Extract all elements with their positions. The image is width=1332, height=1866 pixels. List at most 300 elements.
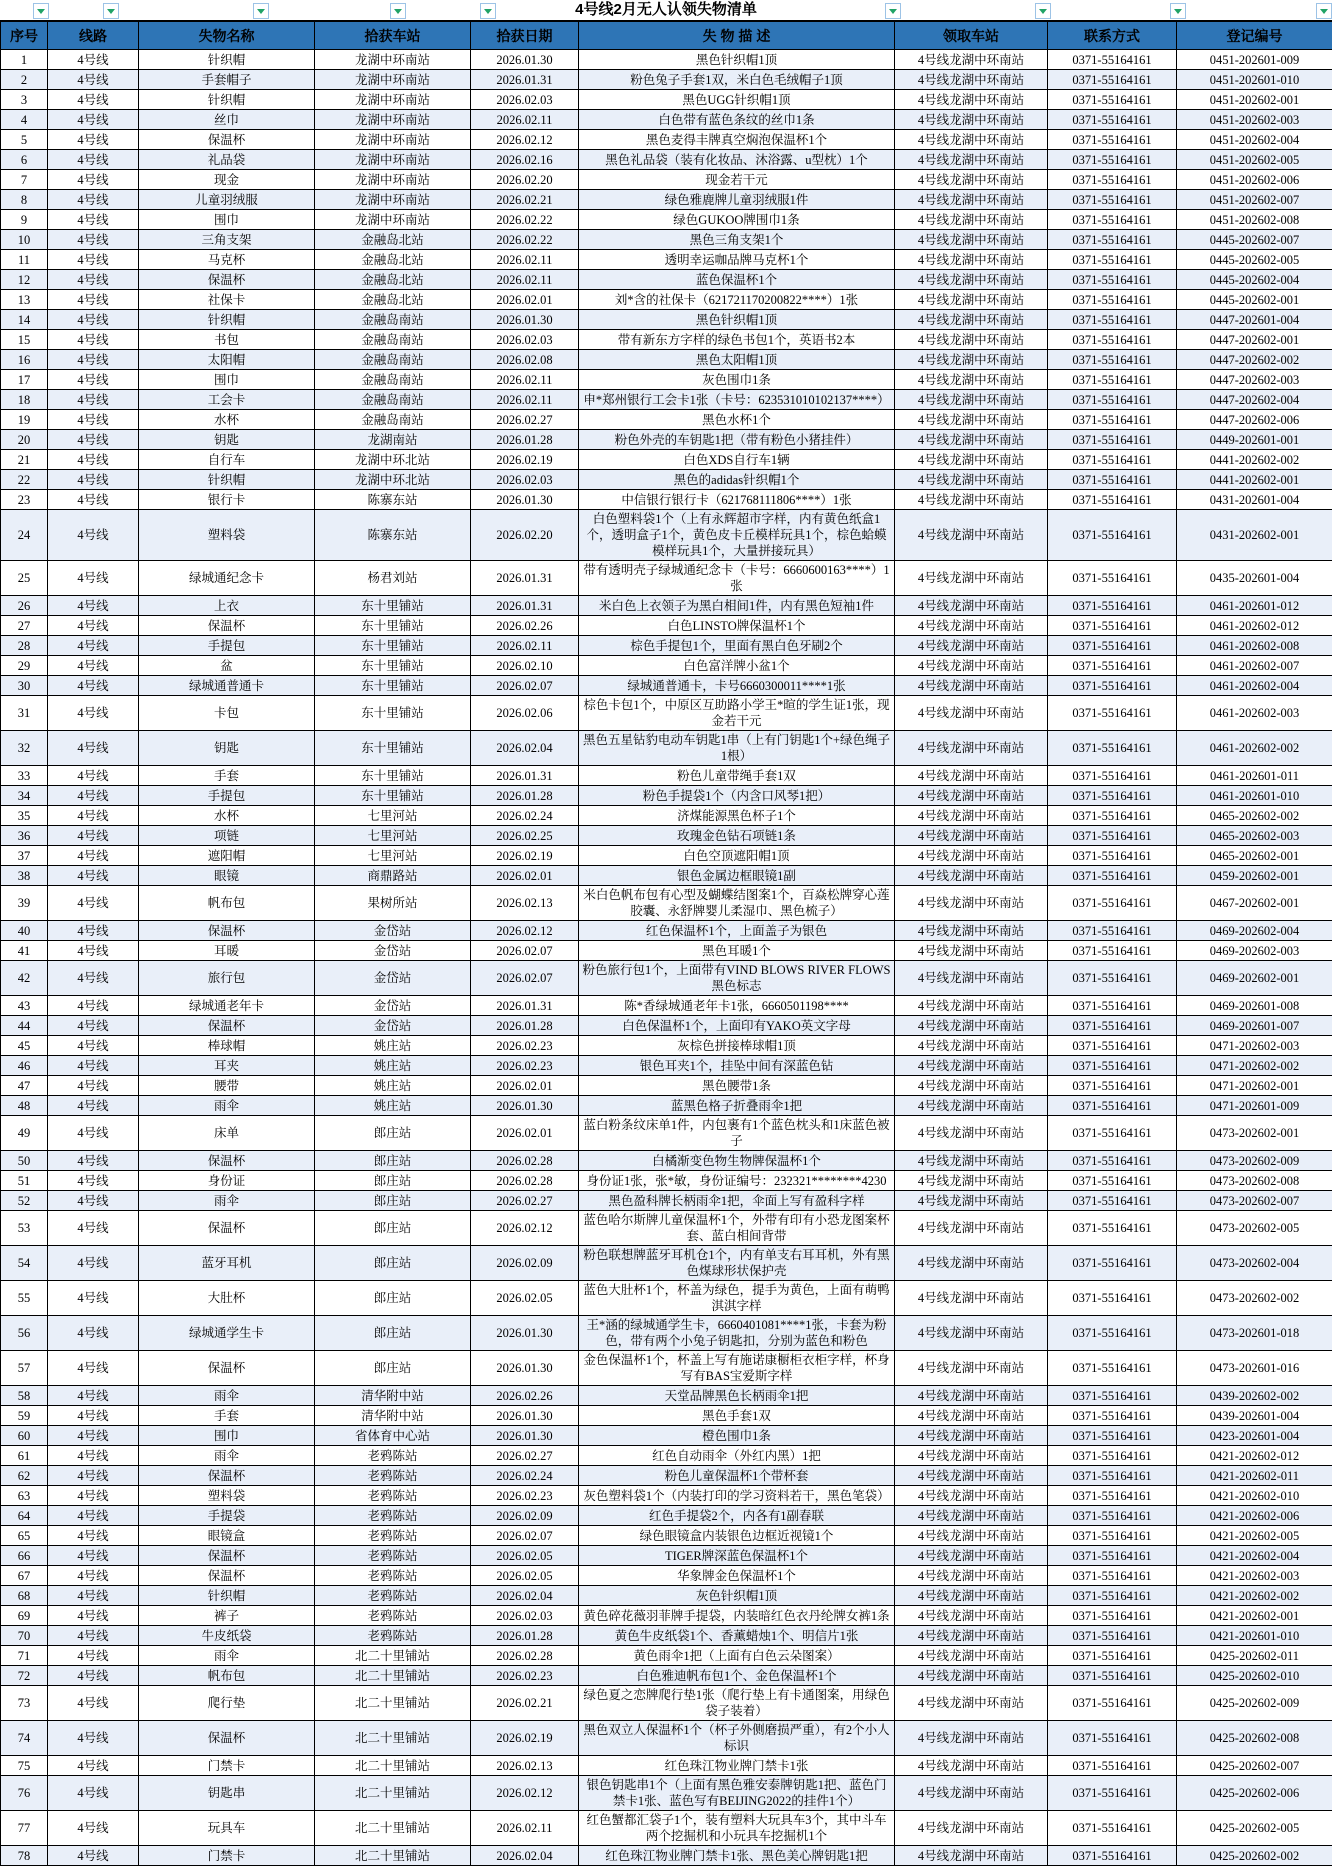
cell[interactable]: 郎庄站 [315, 1281, 471, 1316]
cell[interactable]: 4号线龙湖中环南站 [895, 1811, 1048, 1846]
cell[interactable]: 0371-55164161 [1048, 1151, 1177, 1171]
cell[interactable]: 4号线龙湖中环南站 [895, 1506, 1048, 1526]
cell[interactable]: 4号线 [48, 210, 139, 230]
cell[interactable]: 帆布包 [139, 886, 315, 921]
cell[interactable]: 72 [1, 1666, 48, 1686]
cell[interactable]: 2026.02.12 [471, 1776, 579, 1811]
cell[interactable]: 4号线龙湖中环南站 [895, 1096, 1048, 1116]
cell[interactable]: 2026.02.07 [471, 941, 579, 961]
cell[interactable]: 4号线 [48, 636, 139, 656]
cell[interactable]: 2026.02.19 [471, 450, 579, 470]
cell[interactable]: 2026.02.06 [471, 696, 579, 731]
cell[interactable]: 0423-202601-004 [1177, 1426, 1332, 1446]
cell[interactable]: 0371-55164161 [1048, 731, 1177, 766]
cell[interactable]: 老鸦陈站 [315, 1626, 471, 1646]
cell[interactable]: 0371-55164161 [1048, 290, 1177, 310]
cell[interactable]: 粉色外壳的车钥匙1把（带有粉色小猪挂件） [579, 430, 895, 450]
cell[interactable]: 4 [1, 110, 48, 130]
cell[interactable]: 4号线龙湖中环南站 [895, 996, 1048, 1016]
cell[interactable]: 75 [1, 1756, 48, 1776]
cell[interactable]: 围巾 [139, 1426, 315, 1446]
cell[interactable]: 2026.02.20 [471, 510, 579, 561]
cell[interactable]: 白色带有蓝色条纹的丝巾1条 [579, 110, 895, 130]
cell[interactable]: 2026.02.25 [471, 826, 579, 846]
filter-dropdown[interactable] [390, 3, 406, 19]
cell[interactable]: 2026.01.30 [471, 1096, 579, 1116]
cell[interactable]: 2026.02.03 [471, 90, 579, 110]
cell[interactable]: 2026.02.19 [471, 846, 579, 866]
cell[interactable]: 4号线 [48, 866, 139, 886]
cell[interactable]: 2026.02.28 [471, 1151, 579, 1171]
cell[interactable]: 18 [1, 390, 48, 410]
cell[interactable]: 13 [1, 290, 48, 310]
cell[interactable]: 0371-55164161 [1048, 1056, 1177, 1076]
cell[interactable]: 4号线 [48, 1486, 139, 1506]
cell[interactable]: 2026.02.09 [471, 1506, 579, 1526]
cell[interactable]: 金岱站 [315, 921, 471, 941]
cell[interactable]: 0469-202602-001 [1177, 961, 1332, 996]
cell[interactable]: 0461-202601-011 [1177, 766, 1332, 786]
cell[interactable]: 金融岛北站 [315, 270, 471, 290]
cell[interactable]: 0425-202602-011 [1177, 1646, 1332, 1666]
cell[interactable]: 4号线龙湖中环南站 [895, 846, 1048, 866]
cell[interactable]: 0451-202602-004 [1177, 130, 1332, 150]
cell[interactable]: 龙湖中环南站 [315, 190, 471, 210]
cell[interactable]: 黑色针织帽1顶 [579, 50, 895, 70]
cell[interactable]: 0439-202601-004 [1177, 1406, 1332, 1426]
cell[interactable]: 灰色围巾1条 [579, 370, 895, 390]
cell[interactable]: 金融岛南站 [315, 310, 471, 330]
cell[interactable]: 4号线 [48, 921, 139, 941]
cell[interactable]: 郎庄站 [315, 1116, 471, 1151]
cell[interactable]: 刘*含的社保卡（621721170200822****）1张 [579, 290, 895, 310]
cell[interactable]: 4号线 [48, 50, 139, 70]
cell[interactable]: 0451-202602-006 [1177, 170, 1332, 190]
cell[interactable]: 0371-55164161 [1048, 1526, 1177, 1546]
cell[interactable]: 45 [1, 1036, 48, 1056]
cell[interactable]: 手提袋 [139, 1506, 315, 1526]
cell[interactable]: 0371-55164161 [1048, 1756, 1177, 1776]
cell[interactable]: 北二十里铺站 [315, 1776, 471, 1811]
cell[interactable]: 耳夹 [139, 1056, 315, 1076]
cell[interactable]: 0465-202602-001 [1177, 846, 1332, 866]
filter-dropdown[interactable] [480, 3, 496, 19]
cell[interactable]: 天堂品牌黑色长柄雨伞1把 [579, 1386, 895, 1406]
cell[interactable]: 2026.02.01 [471, 290, 579, 310]
cell[interactable]: 4号线龙湖中环南站 [895, 1386, 1048, 1406]
cell[interactable]: 银色耳夹1个，挂坠中间有深蓝色钻 [579, 1056, 895, 1076]
cell[interactable]: 0371-55164161 [1048, 450, 1177, 470]
cell[interactable]: 0371-55164161 [1048, 350, 1177, 370]
cell[interactable]: 黑色太阳帽1顶 [579, 350, 895, 370]
cell[interactable]: 2026.01.31 [471, 996, 579, 1016]
cell[interactable]: 0371-55164161 [1048, 1686, 1177, 1721]
cell[interactable]: 现金若干元 [579, 170, 895, 190]
cell[interactable]: 2026.01.30 [471, 50, 579, 70]
cell[interactable]: 蓝白粉条纹床单1件，内包裹有1个蓝色枕头和1床蓝色被子 [579, 1116, 895, 1151]
cell[interactable]: 2026.02.27 [471, 1191, 579, 1211]
cell[interactable]: 4号线 [48, 1546, 139, 1566]
cell[interactable]: 盆 [139, 656, 315, 676]
cell[interactable]: 2026.02.21 [471, 1686, 579, 1721]
cell[interactable]: 4号线 [48, 270, 139, 290]
cell[interactable]: 粉色兔子手套1双，米白色毛绒帽子1顶 [579, 70, 895, 90]
cell[interactable]: 0371-55164161 [1048, 1426, 1177, 1446]
cell[interactable]: 4号线 [48, 110, 139, 130]
cell[interactable]: 0371-55164161 [1048, 410, 1177, 430]
cell[interactable]: 4号线龙湖中环南站 [895, 270, 1048, 290]
cell[interactable]: 26 [1, 596, 48, 616]
cell[interactable]: 雨伞 [139, 1646, 315, 1666]
cell[interactable]: 2 [1, 70, 48, 90]
cell[interactable]: 自行车 [139, 450, 315, 470]
cell[interactable]: 黑色手套1双 [579, 1406, 895, 1426]
cell[interactable]: 0371-55164161 [1048, 656, 1177, 676]
filter-dropdown[interactable] [1316, 3, 1332, 19]
cell[interactable]: 清华附中站 [315, 1386, 471, 1406]
cell[interactable]: 37 [1, 846, 48, 866]
cell[interactable]: 4号线 [48, 1116, 139, 1151]
cell[interactable]: 6 [1, 150, 48, 170]
cell[interactable]: 0371-55164161 [1048, 696, 1177, 731]
cell[interactable]: 郎庄站 [315, 1211, 471, 1246]
cell[interactable]: 0371-55164161 [1048, 490, 1177, 510]
cell[interactable]: 4号线龙湖中环南站 [895, 921, 1048, 941]
cell[interactable]: 4号线 [48, 390, 139, 410]
cell[interactable]: 4号线 [48, 1151, 139, 1171]
cell[interactable]: 0421-202602-006 [1177, 1506, 1332, 1526]
cell[interactable]: 2026.02.11 [471, 250, 579, 270]
cell[interactable]: 4号线 [48, 90, 139, 110]
cell[interactable]: 2026.01.28 [471, 1626, 579, 1646]
cell[interactable]: 4号线 [48, 150, 139, 170]
cell[interactable]: 2026.02.01 [471, 1076, 579, 1096]
cell[interactable]: 2026.02.19 [471, 1721, 579, 1756]
cell[interactable]: 4号线 [48, 766, 139, 786]
cell[interactable]: 0461-202601-010 [1177, 786, 1332, 806]
cell[interactable]: 旅行包 [139, 961, 315, 996]
cell[interactable]: 4号线龙湖中环南站 [895, 470, 1048, 490]
cell[interactable]: 红色珠江物业牌门禁卡1张、黑色美心牌钥匙1把 [579, 1846, 895, 1866]
cell[interactable]: 4号线 [48, 170, 139, 190]
cell[interactable]: 4号线龙湖中环南站 [895, 731, 1048, 766]
cell[interactable]: 郎庄站 [315, 1191, 471, 1211]
cell[interactable]: 陈寨东站 [315, 510, 471, 561]
cell[interactable]: 东十里铺站 [315, 616, 471, 636]
cell[interactable]: 4号线龙湖中环南站 [895, 1116, 1048, 1151]
cell[interactable]: 0471-202601-009 [1177, 1096, 1332, 1116]
cell[interactable]: 4号线 [48, 1846, 139, 1866]
cell[interactable]: 东十里铺站 [315, 731, 471, 766]
cell[interactable]: 4号线龙湖中环南站 [895, 1566, 1048, 1586]
cell[interactable]: 19 [1, 410, 48, 430]
cell[interactable]: 项链 [139, 826, 315, 846]
cell[interactable]: 保温杯 [139, 1546, 315, 1566]
cell[interactable]: 0371-55164161 [1048, 1281, 1177, 1316]
cell[interactable]: 0371-55164161 [1048, 1171, 1177, 1191]
cell[interactable]: 0473-202602-007 [1177, 1191, 1332, 1211]
cell[interactable]: 0451-202601-009 [1177, 50, 1332, 70]
cell[interactable]: 0371-55164161 [1048, 270, 1177, 290]
cell[interactable]: 0371-55164161 [1048, 961, 1177, 996]
cell[interactable]: 0461-202602-003 [1177, 696, 1332, 731]
cell[interactable]: 绿城通普通卡 [139, 676, 315, 696]
cell[interactable]: 灰色针织帽1顶 [579, 1586, 895, 1606]
cell[interactable]: 粉色儿童带绳手套1双 [579, 766, 895, 786]
cell[interactable]: 4号线龙湖中环南站 [895, 250, 1048, 270]
cell[interactable]: 2026.02.03 [471, 330, 579, 350]
cell[interactable]: 黑色腰带1条 [579, 1076, 895, 1096]
cell[interactable]: 粉色儿童保温杯1个带杯套 [579, 1466, 895, 1486]
cell[interactable]: 4号线龙湖中环南站 [895, 450, 1048, 470]
cell[interactable]: 0371-55164161 [1048, 866, 1177, 886]
cell[interactable]: 银色金属边框眼镜1副 [579, 866, 895, 886]
cell[interactable]: 4号线 [48, 786, 139, 806]
cell[interactable]: 0371-55164161 [1048, 1666, 1177, 1686]
cell[interactable]: 4号线龙湖中环南站 [895, 310, 1048, 330]
cell[interactable]: 龙湖中环南站 [315, 50, 471, 70]
cell[interactable]: 20 [1, 430, 48, 450]
cell[interactable]: 4号线龙湖中环南站 [895, 1036, 1048, 1056]
cell[interactable]: 华象牌金色保温杯1个 [579, 1566, 895, 1586]
cell[interactable]: 0371-55164161 [1048, 310, 1177, 330]
cell[interactable]: 老鸦陈站 [315, 1446, 471, 1466]
cell[interactable]: 0425-202602-010 [1177, 1666, 1332, 1686]
cell[interactable]: 东十里铺站 [315, 596, 471, 616]
cell[interactable]: 2026.02.13 [471, 886, 579, 921]
cell[interactable]: 4号线 [48, 70, 139, 90]
cell[interactable]: 0421-202602-011 [1177, 1466, 1332, 1486]
cell[interactable]: 2026.02.27 [471, 1446, 579, 1466]
cell[interactable]: 4号线 [48, 1191, 139, 1211]
cell[interactable]: 爬行垫 [139, 1686, 315, 1721]
cell[interactable]: 53 [1, 1211, 48, 1246]
cell[interactable]: 4号线 [48, 290, 139, 310]
cell[interactable]: 8 [1, 190, 48, 210]
cell[interactable]: 济煤能源黑色杯子1个 [579, 806, 895, 826]
cell[interactable]: 0447-202602-002 [1177, 350, 1332, 370]
cell[interactable]: TIGER牌深蓝色保温杯1个 [579, 1546, 895, 1566]
cell[interactable]: 29 [1, 656, 48, 676]
cell[interactable]: 4号线龙湖中环南站 [895, 1406, 1048, 1426]
cell[interactable]: 9 [1, 210, 48, 230]
cell[interactable]: 东十里铺站 [315, 696, 471, 731]
cell[interactable]: 2026.02.26 [471, 616, 579, 636]
cell[interactable]: 雨伞 [139, 1446, 315, 1466]
cell[interactable]: 龙湖中环南站 [315, 130, 471, 150]
cell[interactable]: 0459-202602-001 [1177, 866, 1332, 886]
cell[interactable]: 73 [1, 1686, 48, 1721]
cell[interactable]: 36 [1, 826, 48, 846]
cell[interactable]: 蓝牙耳机 [139, 1246, 315, 1281]
cell[interactable]: 郎庄站 [315, 1351, 471, 1386]
cell[interactable]: 绿城通学生卡 [139, 1316, 315, 1351]
cell[interactable]: 4号线 [48, 410, 139, 430]
cell[interactable]: 4号线 [48, 1406, 139, 1426]
cell[interactable]: 2026.02.23 [471, 1056, 579, 1076]
cell[interactable]: 针织帽 [139, 90, 315, 110]
cell[interactable]: 工会卡 [139, 390, 315, 410]
cell[interactable]: 4号线龙湖中环南站 [895, 330, 1048, 350]
cell[interactable]: 55 [1, 1281, 48, 1316]
cell[interactable]: 4号线 [48, 1211, 139, 1246]
cell[interactable]: 红色手提袋2个，内各有1副春联 [579, 1506, 895, 1526]
cell[interactable]: 白色雅迪帆布包1个、金色保温杯1个 [579, 1666, 895, 1686]
cell[interactable]: 69 [1, 1606, 48, 1626]
cell[interactable]: 0371-55164161 [1048, 1036, 1177, 1056]
cell[interactable]: 2026.02.11 [471, 1811, 579, 1846]
cell[interactable]: 4号线 [48, 1586, 139, 1606]
cell[interactable]: 4号线龙湖中环南站 [895, 1686, 1048, 1721]
cell[interactable]: 2026.02.11 [471, 390, 579, 410]
cell[interactable]: 4号线 [48, 330, 139, 350]
cell[interactable]: 4号线龙湖中环南站 [895, 1171, 1048, 1191]
cell[interactable]: 2026.02.16 [471, 150, 579, 170]
cell[interactable]: 0371-55164161 [1048, 1586, 1177, 1606]
cell[interactable]: 黑色UGG针织帽1顶 [579, 90, 895, 110]
cell[interactable]: 49 [1, 1116, 48, 1151]
cell[interactable]: 0371-55164161 [1048, 636, 1177, 656]
cell[interactable]: 4号线龙湖中环南站 [895, 806, 1048, 826]
cell[interactable]: 0371-55164161 [1048, 846, 1177, 866]
cell[interactable]: 保温杯 [139, 1466, 315, 1486]
cell[interactable]: 带有透明壳子绿城通纪念卡（卡号：6660600163****）1张 [579, 561, 895, 596]
cell[interactable]: 4号线龙湖中环南站 [895, 1426, 1048, 1446]
cell[interactable]: 64 [1, 1506, 48, 1526]
cell[interactable]: 0371-55164161 [1048, 1191, 1177, 1211]
cell[interactable]: 上衣 [139, 596, 315, 616]
cell[interactable]: 4号线龙湖中环南站 [895, 210, 1048, 230]
cell[interactable]: 4号线龙湖中环南站 [895, 170, 1048, 190]
cell[interactable]: 橙色围巾1条 [579, 1426, 895, 1446]
cell[interactable]: 4号线 [48, 490, 139, 510]
cell[interactable]: 0371-55164161 [1048, 250, 1177, 270]
cell[interactable]: 4号线 [48, 1526, 139, 1546]
cell[interactable]: 0431-202601-004 [1177, 490, 1332, 510]
cell[interactable]: 4号线 [48, 676, 139, 696]
cell[interactable]: 4号线 [48, 1776, 139, 1811]
cell[interactable]: 0371-55164161 [1048, 1246, 1177, 1281]
cell[interactable]: 17 [1, 370, 48, 390]
cell[interactable]: 太阳帽 [139, 350, 315, 370]
cell[interactable]: 0371-55164161 [1048, 1606, 1177, 1626]
cell[interactable]: 0473-202602-002 [1177, 1281, 1332, 1316]
cell[interactable]: 32 [1, 731, 48, 766]
cell[interactable]: 0371-55164161 [1048, 390, 1177, 410]
cell[interactable]: 4号线龙湖中环南站 [895, 1626, 1048, 1646]
cell[interactable]: 塑料袋 [139, 510, 315, 561]
cell[interactable]: 0371-55164161 [1048, 1406, 1177, 1426]
cell[interactable]: 63 [1, 1486, 48, 1506]
cell[interactable]: 金融岛南站 [315, 410, 471, 430]
cell[interactable]: 针织帽 [139, 310, 315, 330]
cell[interactable]: 4号线 [48, 230, 139, 250]
cell[interactable]: 龙湖中环南站 [315, 150, 471, 170]
cell[interactable]: 0425-202602-008 [1177, 1721, 1332, 1756]
cell[interactable]: 4号线 [48, 561, 139, 596]
cell[interactable]: 塑料袋 [139, 1486, 315, 1506]
cell[interactable]: 0371-55164161 [1048, 110, 1177, 130]
cell[interactable]: 黑色针织帽1顶 [579, 310, 895, 330]
cell[interactable]: 4号线龙湖中环南站 [895, 1446, 1048, 1466]
cell[interactable]: 马克杯 [139, 250, 315, 270]
cell[interactable]: 0447-202602-006 [1177, 410, 1332, 430]
cell[interactable]: 绿城通老年卡 [139, 996, 315, 1016]
cell[interactable]: 4号线龙湖中环南站 [895, 561, 1048, 596]
cell[interactable]: 4号线 [48, 731, 139, 766]
cell[interactable]: 0371-55164161 [1048, 1626, 1177, 1646]
cell[interactable]: 65 [1, 1526, 48, 1546]
cell[interactable]: 22 [1, 470, 48, 490]
cell[interactable]: 4号线 [48, 826, 139, 846]
cell[interactable]: 白色LINSTO牌保温杯1个 [579, 616, 895, 636]
cell[interactable]: 0465-202602-003 [1177, 826, 1332, 846]
cell[interactable]: 粉色联想牌蓝牙耳机仓1个，内有单支右耳耳机，外有黑色煤球形状保护壳 [579, 1246, 895, 1281]
cell[interactable]: 0473-202601-018 [1177, 1316, 1332, 1351]
cell[interactable]: 4号线龙湖中环南站 [895, 1191, 1048, 1211]
cell[interactable]: 2026.02.03 [471, 1606, 579, 1626]
cell[interactable]: 0447-202602-001 [1177, 330, 1332, 350]
cell[interactable]: 东十里铺站 [315, 656, 471, 676]
cell[interactable]: 银色钥匙串1个（上面有黑色雅安泰牌钥匙1把、蓝色门禁卡1张、蓝色写有BEIJING2022的挂件1个） [579, 1776, 895, 1811]
cell[interactable]: 绿城通纪念卡 [139, 561, 315, 596]
cell[interactable]: 透明幸运咖品牌马克杯1个 [579, 250, 895, 270]
cell[interactable]: 0371-55164161 [1048, 1016, 1177, 1036]
cell[interactable]: 果树所站 [315, 886, 471, 921]
cell[interactable]: 白色富洋牌小盆1个 [579, 656, 895, 676]
cell[interactable]: 0469-202602-004 [1177, 921, 1332, 941]
cell[interactable]: 姚庄站 [315, 1056, 471, 1076]
cell[interactable]: 北二十里铺站 [315, 1686, 471, 1721]
cell[interactable]: 0473-202601-016 [1177, 1351, 1332, 1386]
cell[interactable]: 红色保温杯1个，上面盖子为银色 [579, 921, 895, 941]
cell[interactable]: 0371-55164161 [1048, 996, 1177, 1016]
cell[interactable]: 姚庄站 [315, 1036, 471, 1056]
cell[interactable]: 28 [1, 636, 48, 656]
cell[interactable]: 灰棕色拼接棒球帽1顶 [579, 1036, 895, 1056]
cell[interactable]: 0461-202602-002 [1177, 731, 1332, 766]
cell[interactable]: 金融岛南站 [315, 350, 471, 370]
cell[interactable]: 老鸦陈站 [315, 1586, 471, 1606]
cell[interactable]: 2026.02.07 [471, 961, 579, 996]
cell[interactable]: 清华附中站 [315, 1406, 471, 1426]
cell[interactable]: 北二十里铺站 [315, 1756, 471, 1776]
cell[interactable]: 4号线 [48, 886, 139, 921]
cell[interactable]: 保温杯 [139, 1721, 315, 1756]
cell[interactable]: 2026.02.26 [471, 1386, 579, 1406]
cell[interactable]: 4号线龙湖中环南站 [895, 1056, 1048, 1076]
cell[interactable]: 0421-202602-003 [1177, 1566, 1332, 1586]
cell[interactable]: 2026.02.03 [471, 470, 579, 490]
cell[interactable]: 4号线 [48, 450, 139, 470]
cell[interactable]: 白橘渐变色物生物牌保温杯1个 [579, 1151, 895, 1171]
cell[interactable]: 金岱站 [315, 1016, 471, 1036]
cell[interactable]: 2026.01.30 [471, 310, 579, 330]
cell[interactable]: 0451-202602-008 [1177, 210, 1332, 230]
cell[interactable]: 12 [1, 270, 48, 290]
cell[interactable]: 裤子 [139, 1606, 315, 1626]
cell[interactable]: 4号线龙湖中环南站 [895, 941, 1048, 961]
cell[interactable]: 龙湖中环南站 [315, 110, 471, 130]
cell[interactable]: 龙湖中环南站 [315, 170, 471, 190]
cell[interactable]: 东十里铺站 [315, 636, 471, 656]
cell[interactable]: 0371-55164161 [1048, 1846, 1177, 1866]
cell[interactable]: 57 [1, 1351, 48, 1386]
cell[interactable]: 金岱站 [315, 941, 471, 961]
cell[interactable]: 雨伞 [139, 1386, 315, 1406]
cell[interactable]: 0447-202601-004 [1177, 310, 1332, 330]
cell[interactable]: 0371-55164161 [1048, 921, 1177, 941]
